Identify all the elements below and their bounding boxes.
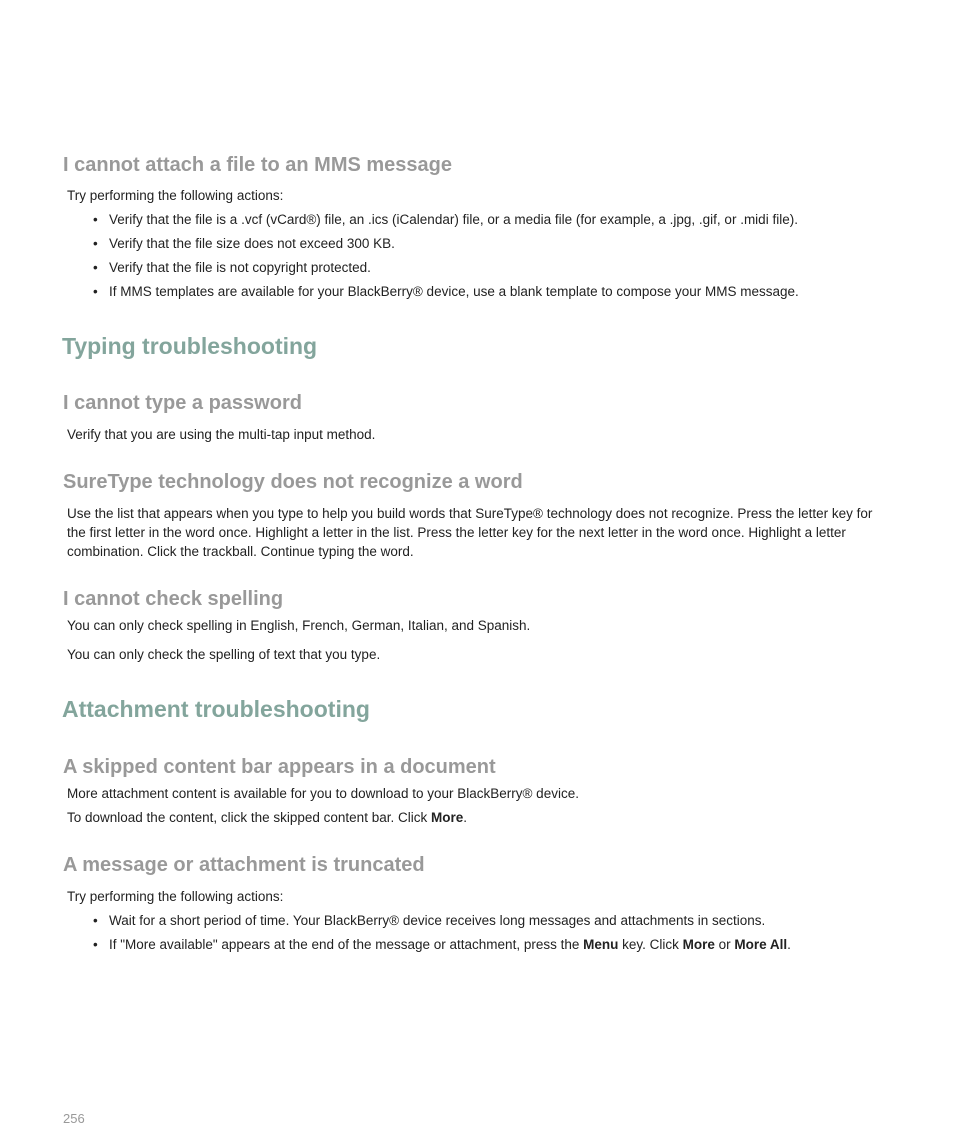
list-item [93,210,798,229]
skipped-text-2-prefix: To download the content, click the skipped content bar. Click [67,810,431,825]
more-all-label: More All [734,937,788,952]
typing-section-heading: Typing troubleshooting [62,333,318,359]
bullet-icon: • [93,284,98,299]
list-item [93,282,799,301]
spelling-text-1: You can only check spelling in English, French, German, Italian, and Spanish. [67,618,531,633]
skipped-text-2-suffix: . [463,810,467,825]
attachment-section-heading: Attachment troubleshooting [62,696,370,722]
list-item [93,258,371,277]
more-label: More [682,937,715,952]
truncated-intro: Try performing the following actions: [67,889,284,904]
more-label: More [430,810,464,825]
list-item [93,234,395,253]
list-item-text: Wait for a short period of time. Your BlackBerry® device receives long messages and attachments in sections. [109,913,766,928]
text-part: or [714,937,735,952]
bullet-icon: • [93,260,98,275]
password-heading: I cannot type a password [63,392,302,414]
list-item-text: Verify that the file is a .vcf (vCard®) file, an .ics (iCalendar) file, or a media file (for example, a .jpg, .gif, or .midi file). [109,212,798,227]
bullet-icon: • [93,937,98,952]
skipped-heading: A skipped content bar appears in a document [63,756,496,778]
truncated-heading: A message or attachment is truncated [63,854,425,876]
mms-intro: Try performing the following actions: [67,188,284,203]
text-part: key. Click [618,937,683,952]
suretype-heading: SureType technology does not recognize a word [63,471,523,493]
list-item-text: Verify that the file is not copyright protected. [109,260,371,275]
password-text: Verify that you are using the multi-tap input method. [67,427,376,442]
list-item [93,911,765,930]
mms-heading: I cannot attach a file to an MMS message [63,154,452,176]
list-item-text [109,937,791,952]
list-item [93,935,791,954]
list-item-text: Verify that the file size does not exceed 300 KB. [109,236,395,251]
page-number: 256 [63,1111,85,1126]
list-item-text: If MMS templates are available for your BlackBerry® device, use a blank template to compose your MMS message. [109,284,799,299]
bullet-icon: • [93,236,98,251]
spelling-heading: I cannot check spelling [63,588,284,610]
skipped-text-1: More attachment content is available for you to download to your BlackBerry® device. [67,786,579,801]
text-part: . [787,937,791,952]
skipped-text-2 [67,808,467,827]
bullet-icon: • [93,212,98,227]
spelling-text-2: You can only check the spelling of text that you type. [67,647,381,662]
suretype-text: Use the list that appears when you type to help you build words that SureType® technology does not recognize. Press the letter key for the first letter in the word once. Highlight a letter in the list. Press the letter key for the next letter in the word once. Highlight a letter combination. Click the trackball. Continue typing the word. [67,506,873,559]
text-part: If "More available" appears at the end of the message or attachment, press the [109,937,584,952]
menu-label: Menu [583,937,619,952]
bullet-icon: • [93,913,98,928]
